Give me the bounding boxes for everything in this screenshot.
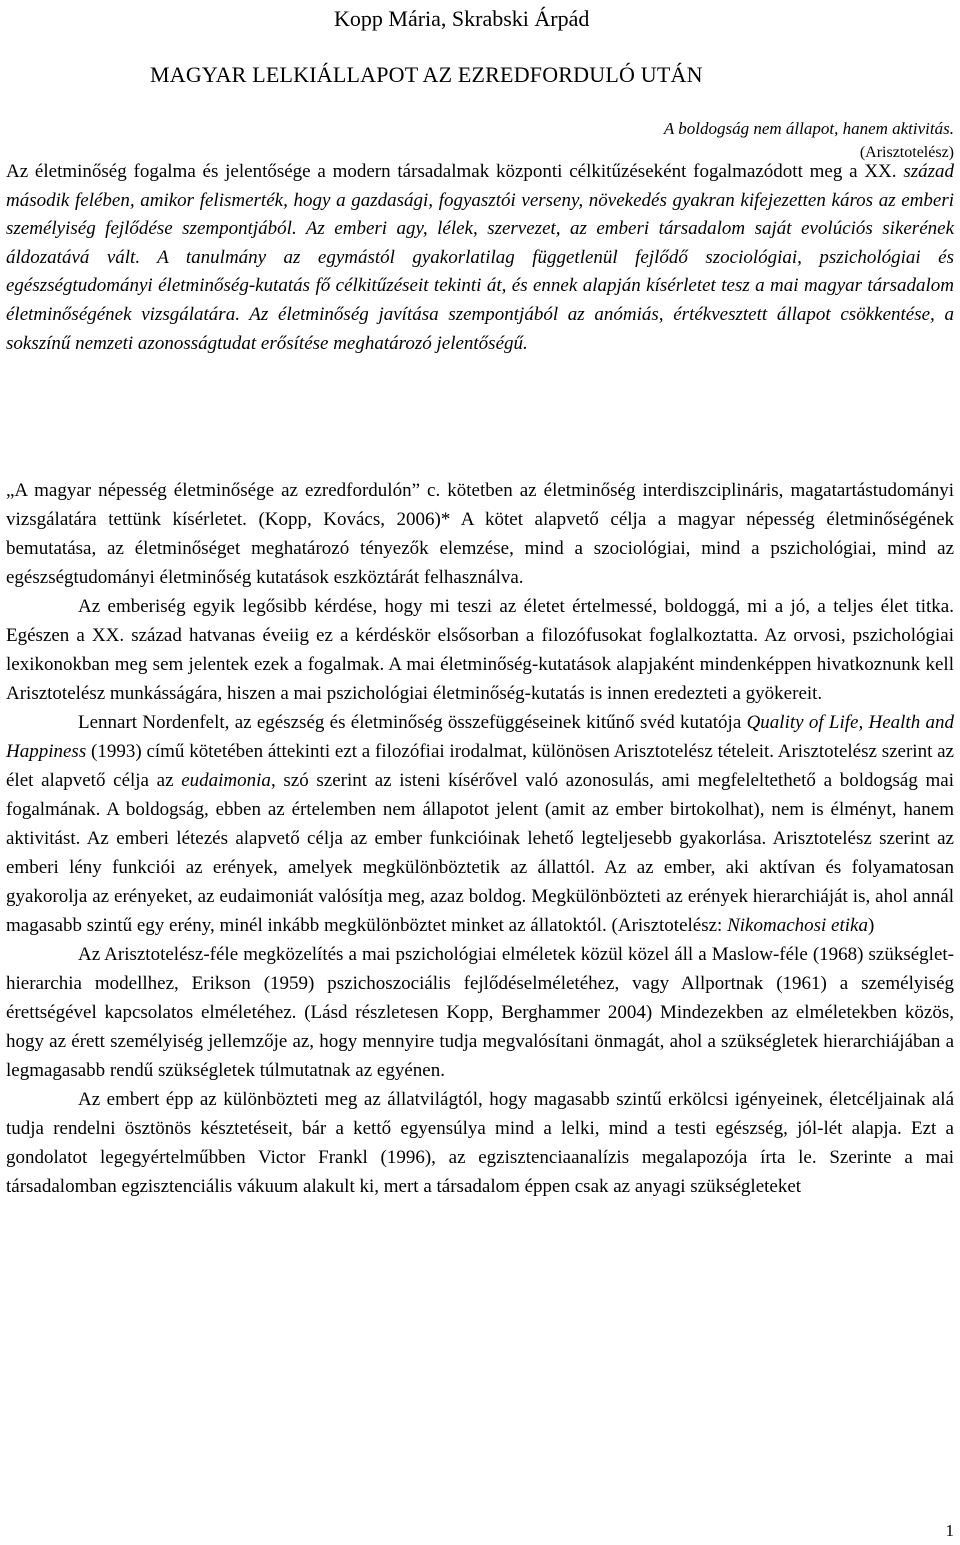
paragraph-5: Az embert épp az különbözteti meg az állatvilágtól, hogy magasabb szintű erkölcsi igényeinek, életcéljainak alá tudja rendelni ösztönös késztetéseit, bár a kettő egyensúlya mind a lelki, mind a testi egészség, jól-lét alapja. Ezt a gondolatot legegyértelműbben Victor Frankl (1996), az egzisztenciaanalízis megalapozója írta le. Szerinte a mai társadalomban egzisztenciális vákuum alakult ki, mert a társadalom éppen csak az anyagi szükségleteket [6,1089,954,1197]
body-text [6,476,954,1201]
motto-author: (Arisztotelész) [859,144,954,161]
abstract-lead: Az életminőség fogalma és jelentősége a modern társadalmak központi célkitűzéseként fogalmazódott meg a XX. [6,161,904,182]
paragraph-3-part-a: Lennart Nordenfelt, az egészség és életminőség összefüggéseinek kitűnő svéd kutatója [78,712,747,733]
abstract [6,158,954,358]
authors: Kopp Mária, Skrabski Árpád [334,6,590,31]
paragraph-3-part-d: ) [867,915,875,936]
work-title: Nikomachosi etika [727,915,868,936]
book-title: Quality of Life, Health and Happiness [6,712,954,762]
term-eudaimonia: eudaimonia [181,770,271,791]
paragraph-1: „A magyar népesség életminősége az ezredfordulón” c. kötetben az életminőség interdiszciplináris, magatartástudományi vizsgálatára tettünk kísérletet. (Kopp, Kovács, 2006)* A kötet alapvető célja a magyar népesség életminőségének bemutatása, az életminőséget meghatározó tényezők elemzése, mind a szociológiai, mind a pszichológiai, mind az egészségtudományi életminőség kutatások eszköztárát felhasználva. [6,480,954,588]
paragraph-3-part-c: , szó szerint az isteni kísérővel való azonosulás, ami megfeleltethető a boldogság mai fogalmának. A boldogság, ebben az értelemben nem állapotot jelent (amit az ember birtokolhat), nem is élményt, hanem aktivitást. Az emberi létezés alapvető célja az ember funkcióinak lehető legteljesebb gyakorlása. Arisztotelész szerint az emberi lény funkciói az erények, amelyek megkülönböztetik az állattól. Az az ember, aki aktívan és folyamatosan gyakorolja az erényeket, az eudaimoniát valósítja meg, azaz boldog. Megkülönbözteti az erények hierarchiáját is, ahol annál magasabb szintű egy erény, minél inkább megkülönböztet minket az állatoktól. (Arisztotelész: [6,770,954,936]
motto-quote: A boldogság nem állapot, hanem aktivitás. [663,119,954,138]
paragraph-3 [6,708,954,940]
page-number: 1 [945,1521,954,1540]
paragraph-3-part-b: (1993) című kötetében áttekinti ezt a filozófiai irodalmat, különösen Arisztotelész tételeit. Arisztotelész szerint az élet alapvető célja az [6,741,954,791]
paragraph-2: Az emberiség egyik legősibb kérdése, hogy mi teszi az életet értelmessé, boldoggá, mi a jó, a teljes élet titka. Egészen a XX. század hatvanas éveiig ez a kérdéskör elsősorban a filozófusokat foglalkoztatta. Az orvosi, pszichológiai lexikonokban meg sem jelentek ezek a fogalmak. A mai életminőség-kutatások alapjaként mindenképpen hivatkoznunk kell Arisztotelész munkásságára, hiszen a mai pszichológiai életminőség-kutatás is innen eredezteti a gyökereit. [6,596,954,704]
paragraph-4: Az Arisztotelész-féle megközelítés a mai pszichológiai elméletek közül közel áll a Maslow-féle (1968) szükséglet-hierarchia modellhez, Erikson (1959) pszichoszociális fejlődéselméletéhez, vagy Allportnak (1961) a személyiség érettségével kapcsolatos elméletéhez. (Lásd részletesen Kopp, Berghammer 2004) Mindezekben az elméletekben közös, hogy az érett személyiség jellemzője az, hogy mennyire tudja megvalósítani önmagát, ahol a szükségletek hierarchiájában a legmagasabb rendű szükségletek túlmutatnak az egyénen. [6,944,954,1081]
document-title: MAGYAR LELKIÁLLAPOT AZ EZREDFORDULÓ UTÁN [150,62,703,87]
abstract-body: század második felében, amikor felismerték, hogy a gazdasági, fogyasztói verseny, növekedés gyakran kifejezetten káros az emberi személyiség fejlődése szempontjából. Az emberi agy, lélek, szervezet, az emberi társadalom saját evolúciós sikerének áldozatává vált. A tanulmány az egymástól gyakorlatilag függetlenül fejlődő szociológiai, pszichológiai és egészségtudományi életminőség-kutatás fő célkitűzéseit tekinti át, és ennek alapján kísérletet tesz a mai magyar társadalom életminőségének vizsgálatára. Az életminőség javítása szempontjából az anómiás, értékvesztett állapot csökkentése, a sokszínű nemzeti azonosságtudat erősítése meghatározó jelentőségű. [6,161,954,354]
